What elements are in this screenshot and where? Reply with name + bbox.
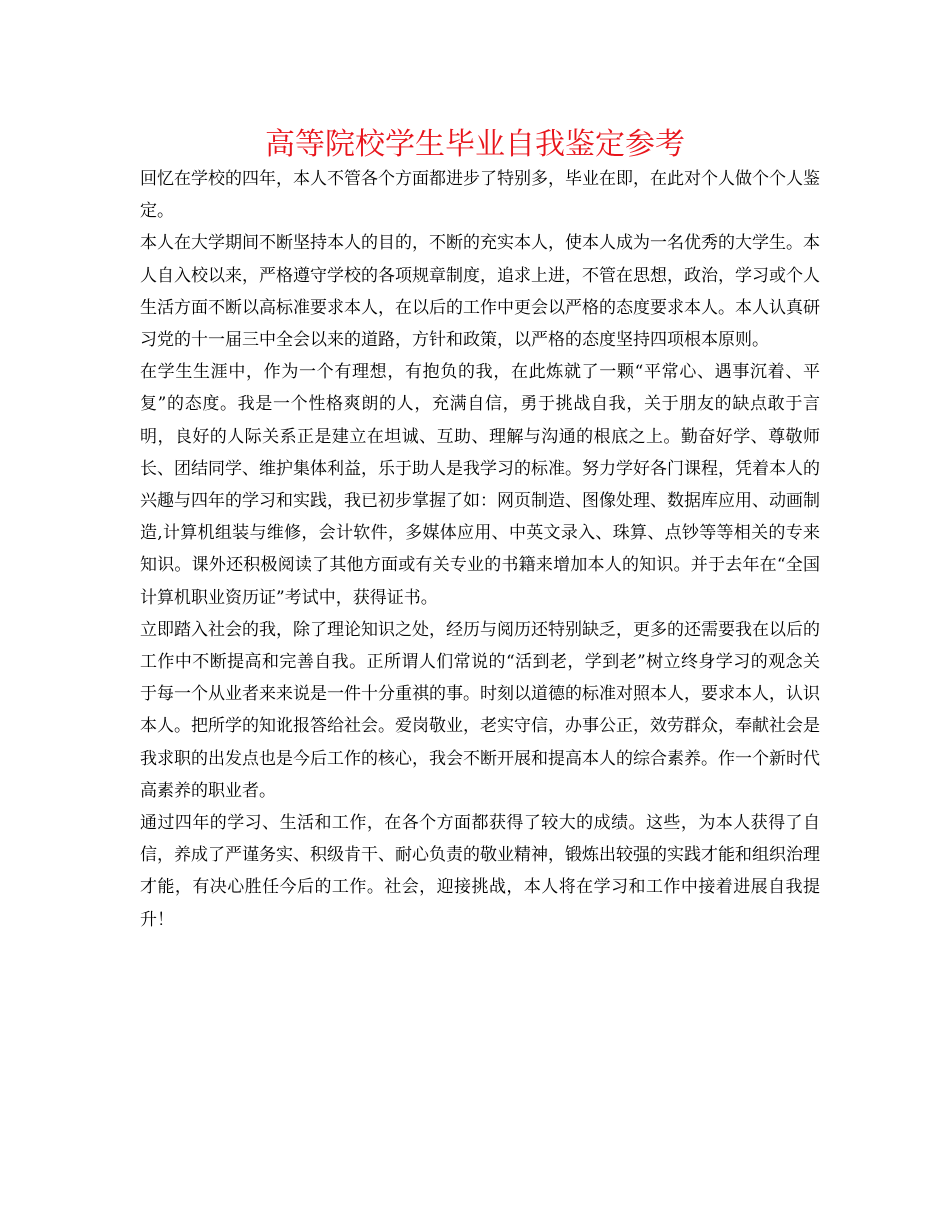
paragraph-conclusion: 通过四年的学习、生活和工作，在各个方面都获得了较大的成绩。这些，为本人获得了自信，养成了严谨务实、积级肯干、耐心负责的敬业精神，锻炼出较强的实践才能和组织治理才能，有决心胜任今后的工作。社会，迎接挑战，本人将在学习和工作中接着进展自我提升！	[140, 813, 820, 930]
paragraph-character-and-skills: 在学生生涯中，作为一个有理想，有抱负的我，在此炼就了一颗“平常心、遇事沉着、平复”的态度。我是一个性格爽朗的人，充满自信，勇于挑战自我，关于朋友的缺点敢于言明，良好的人际关系正是建立在坦诚、互助、理解与沟通的根底之上。勤奋好学、尊敬师长、团结同学、维护集体利益，乐于助人是我学习的标准。努力学好各门课程，凭着本人的兴趣与四年的学习和实践，我已初步掌握了如：网页制造、图像处理、数据库应用、动画制造,计算机组装与维修，会计软件，多媒体应用、中英文录入、珠算、点钞等等相关的专来知识。课外还积极阅读了其他方面或有关专业的书籍来增加本人的知识。并于去年在“全国计算机职业资历证”考试中，获得证书。	[140, 362, 820, 608]
document-title: 高等院校学生毕业自我鉴定参考	[265, 127, 685, 162]
paragraph-intro: 回忆在学校的四年，本人不管各个方面都进步了特别多，毕业在即，在此对个人做个个人鉴定。	[140, 169, 820, 222]
paragraph-university-conduct: 本人在大学期间不断坚持本人的目的，不断的充实本人，使本人成为一名优秀的大学生。本人自入校以来，严格遵守学校的各项规章制度，追求上进，不管在思想，政治，学习或个人生活方面不断以高标准要求本人，在以后的工作中更会以严格的态度要求本人。本人认真研习党的十一届三中全会以来的道路，方针和政策，以严格的态度坚持四项根本原则。	[140, 233, 820, 351]
document-body	[140, 163, 820, 936]
paragraph-entering-society: 立即踏入社会的我，除了理论知识之处，经历与阅历还特别缺乏，更多的还需要我在以后的工作中不断提高和完善自我。正所谓人们常说的“活到老，学到老”树立终身学习的观念关于每一个从业者来来说是一件十分重祺的事。时刻以道德的标准对照本人，要求本人，认识本人。把所学的知讹报答给社会。爱岗敬业，老实守信，办事公正，效劳群众，奉献社会是我求职的出发点也是今后工作的核心，我会不断开展和提高本人的综合素养。作一个新时代高素养的职业者。	[140, 619, 820, 801]
